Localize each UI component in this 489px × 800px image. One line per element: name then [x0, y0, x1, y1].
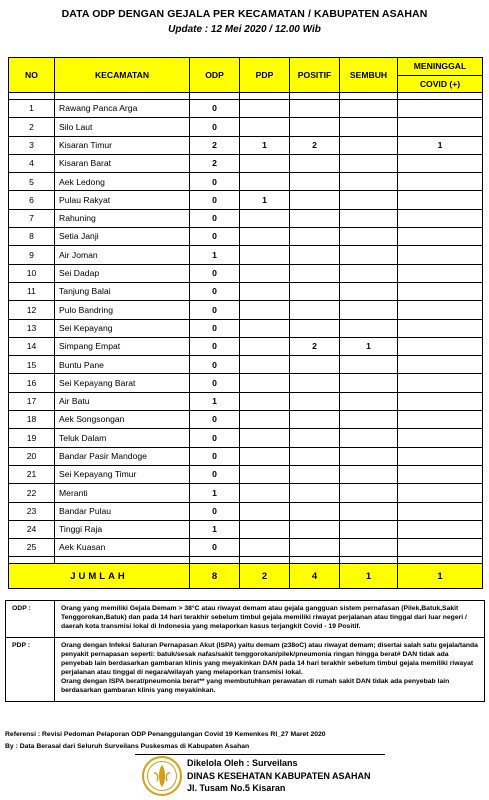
cell-positif	[290, 282, 340, 300]
total-meninggal: 1	[398, 564, 483, 589]
reference-note: Referensi : Revisi Pedoman Pelaporan ODP Penanggulangan Covid 19 Kemenkes RI_27 Maret 2020	[5, 731, 326, 738]
cell-no: 22	[9, 484, 55, 502]
cell-no: 4	[9, 154, 55, 172]
cell-sembuh	[340, 264, 398, 282]
cell-meninggal	[398, 392, 483, 410]
cell-positif: 2	[290, 337, 340, 355]
cell-no: 17	[9, 392, 55, 410]
cell-sembuh: 1	[340, 337, 398, 355]
cell-no: 6	[9, 191, 55, 209]
table-row	[9, 447, 483, 465]
header-positif: POSITIF	[290, 58, 340, 93]
cell-sembuh	[340, 191, 398, 209]
page-title: DATA ODP DENGAN GEJALA PER KECAMATAN / KABUPATEN ASAHAN	[61, 8, 428, 20]
cell-pdp	[240, 154, 290, 172]
cell-meninggal	[398, 118, 483, 136]
cell-kecamatan: Aek Ledong	[55, 173, 190, 191]
cell-positif	[290, 228, 340, 246]
table-spacer-row	[9, 93, 483, 100]
cell-meninggal	[398, 374, 483, 392]
cell-positif	[290, 447, 340, 465]
cell-positif: 2	[290, 136, 340, 154]
cell-positif	[290, 520, 340, 538]
cell-no: 14	[9, 337, 55, 355]
cell-positif	[290, 392, 340, 410]
definition-paragraph: Orang yang memiliki Gejala Demam > 38°C atau riwayat demam atau gejala gangguan sistem pernafasan (Pilek,Batuk,Sakit Tenggorokan,Batuk) dan pada 14 hari terakhir sebelum timbul gejala memiliki riwayat perjalanan atau tinggal dari luar negeri / daerah kota transmisi lokal di Indonesia yang melaporkan kasus terjangkit Covid - 19 Positif.	[61, 605, 467, 630]
cell-sembuh	[340, 374, 398, 392]
cell-meninggal	[398, 502, 483, 520]
cell-no: 11	[9, 282, 55, 300]
table-row	[9, 264, 483, 282]
cell-no: 18	[9, 411, 55, 429]
cell-meninggal	[398, 301, 483, 319]
footer-divider	[135, 754, 385, 755]
cell-odp: 2	[190, 136, 240, 154]
table-row	[9, 191, 483, 209]
table-row	[9, 539, 483, 557]
cell-kecamatan: Meranti	[55, 484, 190, 502]
table-row	[9, 100, 483, 118]
cell-kecamatan: Rahuning	[55, 209, 190, 227]
total-label: JUMLAH	[9, 564, 190, 589]
cell-odp: 0	[190, 337, 240, 355]
cell-pdp	[240, 100, 290, 118]
table-row	[9, 337, 483, 355]
cell-kecamatan: Silo Laut	[55, 118, 190, 136]
cell-kecamatan: Air Joman	[55, 246, 190, 264]
header-kecamatan: KECAMATAN	[55, 58, 190, 93]
cell-pdp	[240, 429, 290, 447]
cell-sembuh	[340, 502, 398, 520]
cell-meninggal	[398, 228, 483, 246]
table-row	[9, 319, 483, 337]
cell-odp: 0	[190, 447, 240, 465]
cell-no: 19	[9, 429, 55, 447]
cell-pdp	[240, 264, 290, 282]
cell-pdp	[240, 118, 290, 136]
definitions-box	[5, 600, 485, 702]
cell-odp: 0	[190, 539, 240, 557]
total-sembuh: 1	[340, 564, 398, 589]
cell-odp: 1	[190, 392, 240, 410]
footer-managed-by: Dikelola Oleh : Surveilans	[187, 758, 298, 768]
cell-no: 1	[9, 100, 55, 118]
cell-kecamatan: Tanjung Balai	[55, 282, 190, 300]
header-odp: ODP	[190, 58, 240, 93]
table-row	[9, 228, 483, 246]
cell-meninggal	[398, 154, 483, 172]
cell-meninggal	[398, 411, 483, 429]
cell-sembuh	[340, 319, 398, 337]
cell-sembuh	[340, 447, 398, 465]
cell-sembuh	[340, 301, 398, 319]
table-row	[9, 301, 483, 319]
cell-positif	[290, 484, 340, 502]
cell-kecamatan: Pulau Rakyat	[55, 191, 190, 209]
odp-table	[8, 57, 483, 589]
header-meninggal-covid: COVID (+)	[398, 76, 483, 93]
cell-pdp	[240, 447, 290, 465]
cell-positif	[290, 118, 340, 136]
cell-pdp	[240, 374, 290, 392]
footer-address	[187, 757, 371, 795]
cell-pdp	[240, 301, 290, 319]
cell-odp: 1	[190, 484, 240, 502]
cell-pdp	[240, 209, 290, 227]
cell-pdp	[240, 465, 290, 483]
cell-pdp: 1	[240, 191, 290, 209]
cell-meninggal	[398, 429, 483, 447]
table-row	[9, 118, 483, 136]
total-odp: 8	[190, 564, 240, 589]
cell-positif	[290, 411, 340, 429]
table-row	[9, 209, 483, 227]
definition-text	[55, 601, 484, 637]
cell-meninggal	[398, 209, 483, 227]
definition-odp	[6, 601, 484, 637]
cell-positif	[290, 502, 340, 520]
cell-odp: 2	[190, 154, 240, 172]
footer-street: Jl. Tusam No.5 Kisaran	[187, 783, 286, 793]
cell-pdp	[240, 520, 290, 538]
table-row	[9, 374, 483, 392]
cell-no: 15	[9, 356, 55, 374]
table-row	[9, 136, 483, 154]
cell-sembuh	[340, 173, 398, 191]
cell-meninggal	[398, 447, 483, 465]
cell-no: 2	[9, 118, 55, 136]
cell-positif	[290, 191, 340, 209]
cell-sembuh	[340, 484, 398, 502]
total-row	[9, 564, 483, 589]
cell-sembuh	[340, 392, 398, 410]
cell-odp: 1	[190, 520, 240, 538]
cell-pdp	[240, 319, 290, 337]
cell-meninggal	[398, 520, 483, 538]
cell-meninggal	[398, 173, 483, 191]
cell-no: 12	[9, 301, 55, 319]
cell-sembuh	[340, 118, 398, 136]
cell-kecamatan: Bandar Pasir Mandoge	[55, 447, 190, 465]
cell-kecamatan: Bandar Pulau	[55, 502, 190, 520]
header-meninggal: MENINGGAL	[398, 58, 483, 76]
cell-meninggal	[398, 264, 483, 282]
cell-kecamatan: Setia Janji	[55, 228, 190, 246]
table-spacer-row	[9, 557, 483, 564]
cell-meninggal	[398, 282, 483, 300]
cell-positif	[290, 264, 340, 282]
cell-meninggal: 1	[398, 136, 483, 154]
cell-meninggal	[398, 246, 483, 264]
cell-odp: 0	[190, 228, 240, 246]
footer-agency: DINAS KESEHATAN KABUPATEN ASAHAN	[187, 770, 371, 781]
cell-positif	[290, 319, 340, 337]
cell-sembuh	[340, 411, 398, 429]
cell-pdp	[240, 282, 290, 300]
table-row	[9, 392, 483, 410]
cell-no: 10	[9, 264, 55, 282]
definition-text	[55, 638, 484, 701]
definition-paragraph: Orang dengan ISPA berat/pneumonia berat** yang membutuhkan perawatan di rumah sakit DAN tidak ada penyebab lain berdasarkan gambaran klinis yang meyakinkan.	[61, 678, 450, 694]
cell-pdp	[240, 502, 290, 520]
cell-meninggal	[398, 539, 483, 557]
header-sembuh: SEMBUH	[340, 58, 398, 93]
cell-kecamatan: Kisaran Timur	[55, 136, 190, 154]
cell-odp: 0	[190, 118, 240, 136]
definition-term: ODP :	[6, 601, 55, 637]
cell-no: 7	[9, 209, 55, 227]
definition-term: PDP :	[6, 638, 55, 701]
cell-positif	[290, 100, 340, 118]
cell-odp: 0	[190, 411, 240, 429]
cell-odp: 0	[190, 465, 240, 483]
table-row	[9, 246, 483, 264]
cell-odp: 0	[190, 264, 240, 282]
table-row	[9, 484, 483, 502]
cell-sembuh	[340, 100, 398, 118]
cell-meninggal	[398, 337, 483, 355]
cell-positif	[290, 356, 340, 374]
cell-meninggal	[398, 484, 483, 502]
cell-kecamatan: Pulo Bandring	[55, 301, 190, 319]
cell-odp: 1	[190, 246, 240, 264]
table-row	[9, 520, 483, 538]
definition-paragraph: Orang dengan Infeksi Saluran Pernapasan Akut (ISPA) yaitu demam (≥38oC) atau riwayat demam; disertai salah satu gejala/tanda penyakit pernapasan seperti: batuk/sesak nafas/sakit tenggorokan/pilek/pneumonia ringan hingga berat# DAN tidak ada penyebab lain berdasarkan gambaran klinis yang meyakinkan DAN pada 14 hari terakhir sebelum timbul gejala memiliki riwayat perjalanan atau tinggal di negara/wilayah yang melaporkan transmisi lokal.	[61, 642, 478, 676]
definition-pdp	[6, 637, 484, 701]
total-pdp: 2	[240, 564, 290, 589]
cell-odp: 0	[190, 374, 240, 392]
cell-pdp	[240, 539, 290, 557]
cell-kecamatan: Buntu Pane	[55, 356, 190, 374]
table-body	[9, 93, 483, 557]
cell-sembuh	[340, 520, 398, 538]
cell-no: 21	[9, 465, 55, 483]
cell-kecamatan: Teluk Dalam	[55, 429, 190, 447]
cell-positif	[290, 246, 340, 264]
table-row	[9, 282, 483, 300]
cell-meninggal	[398, 100, 483, 118]
cell-kecamatan: Aek Songsongan	[55, 411, 190, 429]
cell-odp: 0	[190, 191, 240, 209]
cell-meninggal	[398, 319, 483, 337]
cell-pdp	[240, 337, 290, 355]
cell-positif	[290, 465, 340, 483]
cell-odp: 0	[190, 356, 240, 374]
cell-pdp	[240, 246, 290, 264]
cell-positif	[290, 301, 340, 319]
cell-pdp	[240, 228, 290, 246]
cell-pdp	[240, 392, 290, 410]
table-row	[9, 411, 483, 429]
cell-kecamatan: Sei Dadap	[55, 264, 190, 282]
cell-kecamatan: Sei Kepayang Timur	[55, 465, 190, 483]
cell-odp: 0	[190, 319, 240, 337]
cell-no: 13	[9, 319, 55, 337]
table-row	[9, 173, 483, 191]
cell-positif	[290, 539, 340, 557]
total-positif: 4	[290, 564, 340, 589]
cell-odp: 0	[190, 100, 240, 118]
header-no: NO	[9, 58, 55, 93]
cell-kecamatan: Simpang Empat	[55, 337, 190, 355]
cell-sembuh	[340, 154, 398, 172]
cell-no: 8	[9, 228, 55, 246]
cell-sembuh	[340, 429, 398, 447]
cell-no: 25	[9, 539, 55, 557]
page-subtitle: Update : 12 Mei 2020 / 12.00 Wib	[168, 24, 321, 35]
cell-positif	[290, 374, 340, 392]
cell-meninggal	[398, 356, 483, 374]
cell-odp: 0	[190, 209, 240, 227]
cell-odp: 0	[190, 282, 240, 300]
cell-kecamatan: Kisaran Barat	[55, 154, 190, 172]
cell-pdp	[240, 484, 290, 502]
cell-pdp: 1	[240, 136, 290, 154]
cell-no: 23	[9, 502, 55, 520]
table-row	[9, 502, 483, 520]
cell-positif	[290, 209, 340, 227]
cell-positif	[290, 173, 340, 191]
cell-sembuh	[340, 356, 398, 374]
cell-odp: 0	[190, 301, 240, 319]
cell-odp: 0	[190, 429, 240, 447]
cell-no: 9	[9, 246, 55, 264]
cell-odp: 0	[190, 502, 240, 520]
header-pdp: PDP	[240, 58, 290, 93]
cell-pdp	[240, 411, 290, 429]
cell-meninggal	[398, 465, 483, 483]
cell-sembuh	[340, 246, 398, 264]
cell-no: 16	[9, 374, 55, 392]
cell-sembuh	[340, 228, 398, 246]
cell-no: 3	[9, 136, 55, 154]
cell-sembuh	[340, 209, 398, 227]
cell-positif	[290, 154, 340, 172]
source-note: By : Data Berasal dari Seluruh Surveilans Puskesmas di Kabupaten Asahan	[5, 743, 250, 750]
table-row	[9, 154, 483, 172]
cell-sembuh	[340, 282, 398, 300]
cell-no: 24	[9, 520, 55, 538]
table-row	[9, 429, 483, 447]
cell-odp: 0	[190, 173, 240, 191]
cell-kecamatan: Rawang Panca Arga	[55, 100, 190, 118]
cell-kecamatan: Tinggi Raja	[55, 520, 190, 538]
dinkes-logo-icon	[142, 756, 182, 796]
cell-meninggal	[398, 191, 483, 209]
cell-pdp	[240, 173, 290, 191]
cell-sembuh	[340, 539, 398, 557]
cell-kecamatan: Air Batu	[55, 392, 190, 410]
cell-kecamatan: Aek Kuasan	[55, 539, 190, 557]
table-row	[9, 356, 483, 374]
cell-kecamatan: Sei Kepayang Barat	[55, 374, 190, 392]
cell-positif	[290, 429, 340, 447]
table-row	[9, 465, 483, 483]
cell-no: 20	[9, 447, 55, 465]
cell-sembuh	[340, 465, 398, 483]
cell-kecamatan: Sei Kepayang	[55, 319, 190, 337]
cell-sembuh	[340, 136, 398, 154]
cell-no: 5	[9, 173, 55, 191]
cell-pdp	[240, 356, 290, 374]
